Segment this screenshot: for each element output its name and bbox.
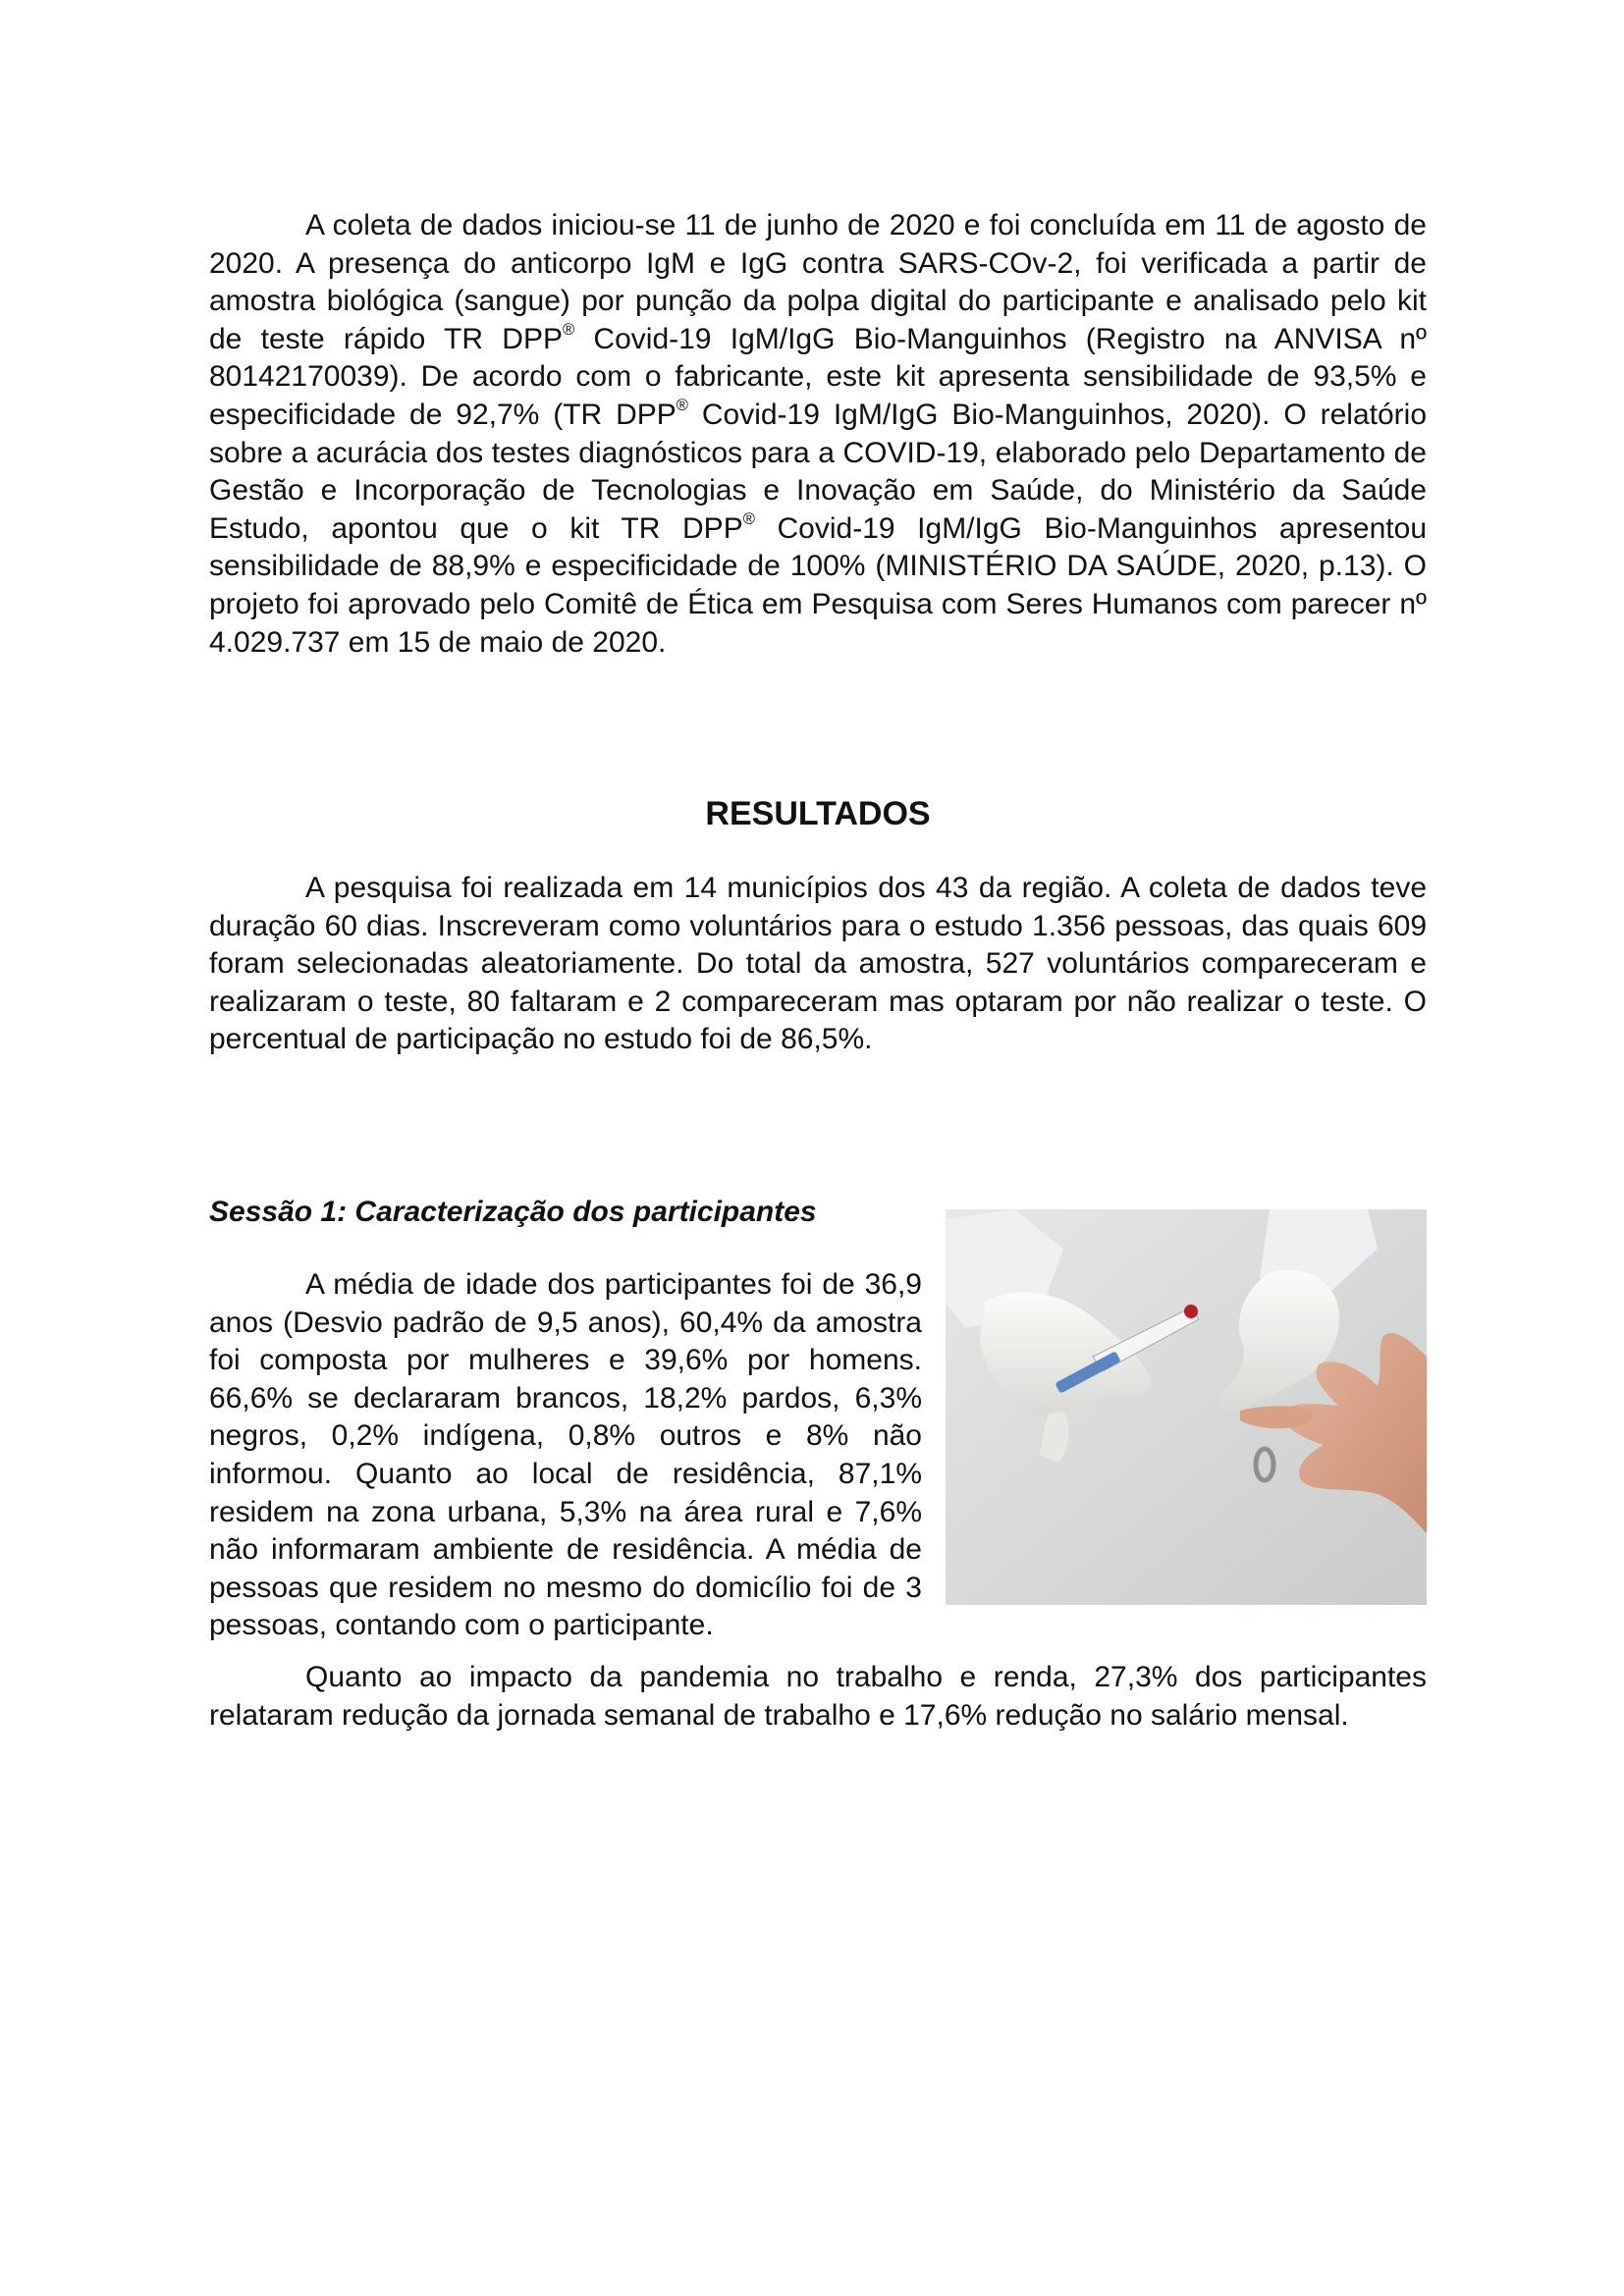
registered-mark: ® bbox=[676, 396, 688, 414]
subsection-heading: Sessão 1: Caracterização dos participantes bbox=[209, 1196, 817, 1228]
paragraph-participant-profile bbox=[209, 1266, 1427, 1645]
registered-mark: ® bbox=[563, 320, 575, 339]
paragraph-data-collection bbox=[209, 207, 1427, 662]
text-segment: A média de idade dos participantes foi de 36,9 anos (Desvio padrão de 9,5 anos), 60,4% da amostra foi composta por mulheres e 39,6% por homens. 66,6% se declararam brancos, 18,2% pardos, 6,3% negros, 0,2% indígena, 0,8% outros e 8% não informou. Quanto ao local de residência, 87,1% residem na zona urbana, 5,3% na área rural e 7,6% não informaram ambiente de residência. A média de pessoas que residem no mesmo do domicílio foi de 3 pessoas, contando com o participante. bbox=[209, 1268, 922, 1642]
text-segment: A coleta de dados iniciou-se 11 de junho de 2020 e foi concluída em 11 de agosto de 2020. A presença do anticorpo IgM e IgG contra SARS-COv-2, foi verificada a partir de amostra biológica (sangue) por punção da polpa digital do participante e analisado pelo kit de teste rápido TR DPP bbox=[209, 209, 1427, 355]
text-segment: Covid-19 IgM/IgG Bio-Manguinhos, 2020). O relatório sobre a acurácia dos testes diagnósticos para a COVID-19, elaborado pelo Departamento de Gestão e Incorporação de Tecnologias e Inovação em Saúde, do Ministério da Saúde Estudo, apontou que o kit TR DPP bbox=[209, 398, 1427, 545]
rapid-test-photo bbox=[946, 1209, 1427, 1605]
photo-illustration bbox=[946, 1209, 1427, 1605]
paragraph-work-income: Quanto ao impacto da pandemia no trabalho e renda, 27,3% dos participantes relataram redução da jornada semanal de trabalho e 17,6% redução no salário mensal. bbox=[209, 1661, 1427, 1732]
text-segment: Covid-19 IgM/IgG Bio-Manguinhos (Registro na ANVISA nº 80142170039). De acordo com o fabricante, este kit apresenta sensibilidade de 93,5% e especificidade de 92,7% (TR DPP bbox=[209, 322, 1428, 431]
registered-mark: ® bbox=[742, 509, 755, 528]
section-heading-resultados: RESULTADOS bbox=[705, 795, 931, 832]
paragraph-results-summary: A pesquisa foi realizada em 14 municípios dos 43 da região. A coleta de dados teve duração 60 dias. Inscreveram como voluntários para o estudo 1.356 pessoas, das quais 609 foram selecionadas aleatoriamente. Do total da amostra, 527 voluntários compareceram e realizaram o teste, 80 faltaram e 2 compareceram mas optaram por não realizar o teste. O percentual de participação no estudo foi de 86,5%. bbox=[209, 872, 1427, 1056]
text-segment: Covid-19 IgM/IgG Bio-Manguinhos apresentou sensibilidade de 88,9% e especificidade de 100% (MINISTÉRIO DA SAÚDE, 2020, p.13). O projeto foi aprovado pelo Comitê de Ética em Pesquisa com Seres Humanos com parecer nº 4.029.737 em 15 de maio de 2020. bbox=[209, 511, 1428, 659]
